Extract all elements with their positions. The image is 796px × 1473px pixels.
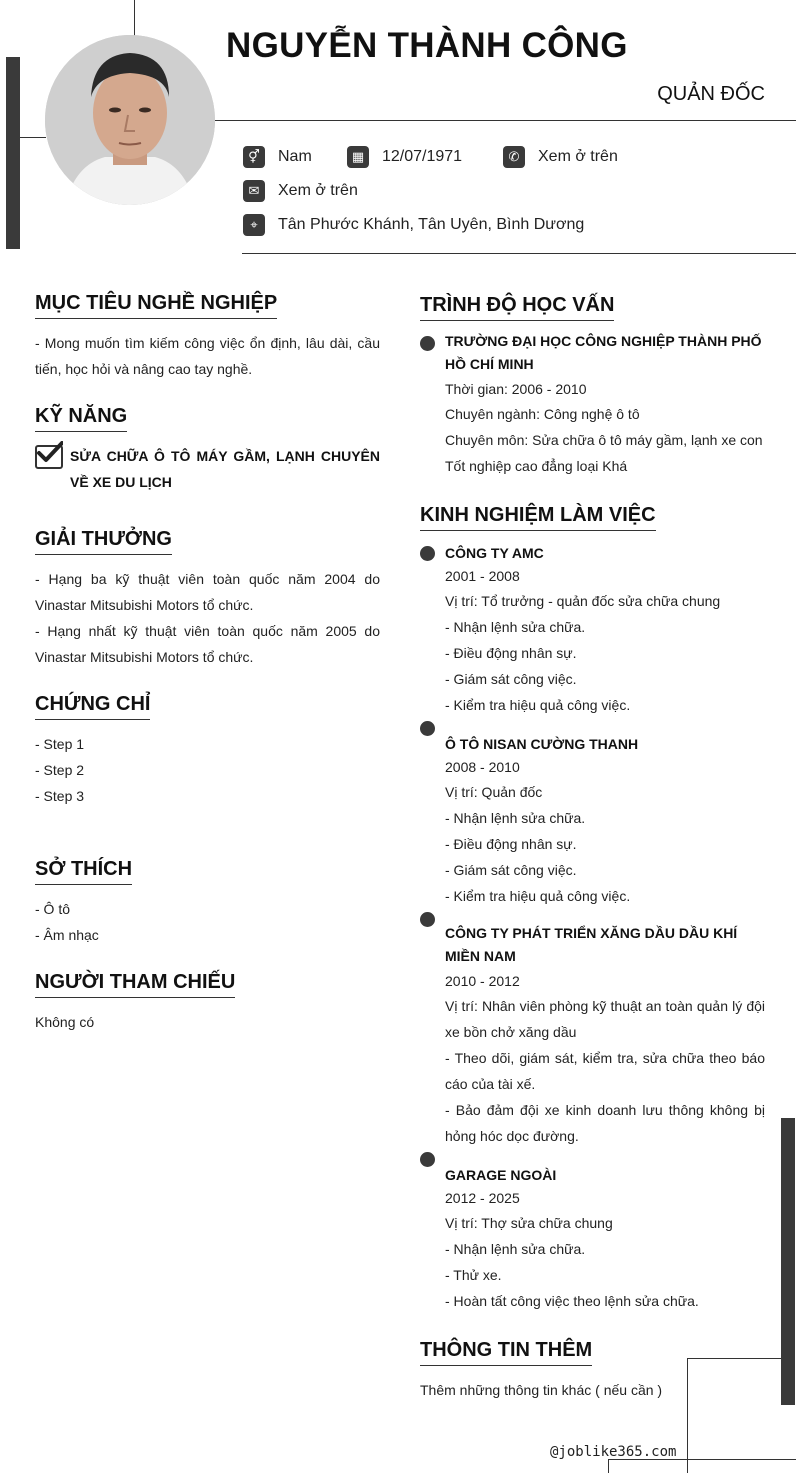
- job-line: - Kiểm tra hiệu quả công việc.: [445, 888, 631, 904]
- school-name: TRƯỜNG ĐẠI HỌC CÔNG NGHIỆP THÀNH PHỐ HỒ CHÍ MINH: [445, 333, 762, 372]
- job-line: - Điều động nhân sự.: [445, 645, 577, 661]
- skill-item: SỬA CHỮA Ô TÔ MÁY GẦM, LẠNH CHUYÊN VỀ XE DU LỊCH: [70, 448, 380, 490]
- hobby-item: - Âm nhạc: [35, 927, 99, 943]
- birthday-value: 12/07/1971: [382, 148, 463, 165]
- job-line: - Hoàn tất công việc theo lệnh sửa chữa.: [445, 1293, 699, 1309]
- email-row: [243, 180, 358, 202]
- job-line: Vị trí: Tổ trưởng - quản đốc sửa chữa chung: [445, 593, 721, 609]
- header-divider-top: [215, 120, 796, 121]
- job-company: GARAGE NGOÀI: [445, 1167, 557, 1183]
- calendar-icon: ▦: [347, 146, 369, 168]
- job-line: - Điều động nhân sự.: [445, 836, 577, 852]
- gender-row: [243, 146, 312, 168]
- cert-item: - Step 3: [35, 788, 85, 804]
- hobby-item: - Ô tô: [35, 901, 71, 917]
- job-company: CÔNG TY PHÁT TRIỂN XĂNG DẦU DẦU KHÍ MIỀN NAM: [445, 925, 738, 964]
- avatar: [45, 35, 215, 205]
- education-line: Chuyên ngành: Công nghệ ô tô: [445, 406, 640, 422]
- cert-item: - Step 1: [35, 736, 85, 752]
- objective-text: - Mong muốn tìm kiếm công việc ổn định, lâu dài, cầu tiến, học hỏi và nâng cao tay nghề.: [35, 335, 380, 377]
- extra-title: THÔNG TIN THÊM: [420, 1339, 592, 1366]
- education-line: Chuyên môn: Sửa chữa ô tô máy gầm, lạnh xe con: [445, 432, 763, 448]
- award-item: - Hạng nhất kỹ thuật viên toàn quốc năm 2005 do Vinastar Mitsubishi Motors tổ chức.: [35, 623, 380, 665]
- job-period: 2012 - 2025: [445, 1190, 520, 1206]
- job-company: Ô TÔ NISAN CƯỜNG THANH: [445, 736, 639, 752]
- award-item: - Hạng ba kỹ thuật viên toàn quốc năm 2004 do Vinastar Mitsubishi Motors tổ chức.: [35, 571, 380, 613]
- header-divider-bottom: [242, 253, 796, 254]
- corner-line-vertical: [687, 1358, 688, 1473]
- gender-icon: ⚥: [243, 146, 265, 168]
- education-title: TRÌNH ĐỘ HỌC VẤN: [420, 294, 614, 321]
- job-period: 2010 - 2012: [445, 973, 520, 989]
- footer-watermark: @joblike365.com: [550, 1444, 677, 1460]
- candidate-name: NGUYỄN THÀNH CÔNG: [226, 26, 628, 65]
- job-line: - Kiểm tra hiệu quả công việc.: [445, 697, 631, 713]
- job-line: Vị trí: Nhân viên phòng kỹ thuật an toàn quản lý đội xe bồn chở xăng dầu: [445, 998, 765, 1040]
- checkbox-icon: [35, 445, 63, 469]
- right-accent-bar: [781, 1118, 795, 1405]
- extra-text: Thêm những thông tin khác ( nếu cần ): [420, 1382, 663, 1398]
- certs-title: CHỨNG CHỈ: [35, 693, 150, 720]
- address-row: [243, 214, 584, 236]
- job-line: - Giám sát công việc.: [445, 862, 577, 878]
- address-value: Tân Phước Khánh, Tân Uyên, Bình Dương: [278, 216, 585, 233]
- job-title: QUẢN ĐỐC: [657, 83, 765, 105]
- birthday-row: [347, 146, 462, 168]
- job-line: - Giám sát công việc.: [445, 671, 577, 687]
- job-line: Vị trí: Quản đốc: [445, 784, 543, 800]
- job-line: - Nhận lệnh sửa chữa.: [445, 1241, 586, 1257]
- job-line: - Theo dõi, giám sát, kiểm tra, sửa chữa theo báo cáo của tài xế.: [445, 1050, 765, 1092]
- gender-value: Nam: [278, 148, 312, 165]
- header-vertical-line: [134, 0, 135, 38]
- timeline-dot: [420, 721, 435, 736]
- phone-row: [503, 146, 618, 168]
- hobbies-title: SỞ THÍCH: [35, 858, 132, 885]
- email-value: Xem ở trên: [278, 182, 358, 199]
- job-company: CÔNG TY AMC: [445, 545, 544, 561]
- cert-item: - Step 2: [35, 762, 85, 778]
- phone-value: Xem ở trên: [538, 148, 618, 165]
- objective-title: MỤC TIÊU NGHỀ NGHIỆP: [35, 292, 277, 319]
- timeline-dot: [420, 546, 435, 561]
- awards-title: GIẢI THƯỞNG: [35, 528, 172, 555]
- timeline-dot: [420, 336, 435, 351]
- job-line: Vị trí: Thợ sửa chữa chung: [445, 1215, 613, 1231]
- phone-icon: ✆: [503, 146, 525, 168]
- education-line: Thời gian: 2006 - 2010: [445, 381, 587, 397]
- job-line: - Thử xe.: [445, 1267, 502, 1283]
- skills-title: KỸ NĂNG: [35, 405, 127, 432]
- education-line: Tốt nghiệp cao đẳng loại Khá: [445, 458, 628, 474]
- experience-title: KINH NGHIỆM LÀM VIỆC: [420, 504, 656, 531]
- timeline-dot: [420, 1152, 435, 1167]
- timeline-dot: [420, 912, 435, 927]
- job-period: 2001 - 2008: [445, 568, 520, 584]
- job-line: - Bảo đảm đội xe kinh doanh lưu thông không bị hỏng hóc dọc đường.: [445, 1102, 765, 1144]
- avatar-photo: [45, 35, 215, 205]
- avatar-horizontal-line: [20, 137, 46, 138]
- left-accent-bar: [6, 57, 20, 249]
- job-line: - Nhận lệnh sửa chữa.: [445, 810, 586, 826]
- references-text: Không có: [35, 1014, 95, 1030]
- mail-icon: ✉: [243, 180, 265, 202]
- job-line: - Nhận lệnh sửa chữa.: [445, 619, 586, 635]
- job-period: 2008 - 2010: [445, 759, 520, 775]
- corner-line-horizontal: [687, 1358, 781, 1359]
- location-icon: ⌖: [243, 214, 265, 236]
- footer-line-tick: [608, 1459, 609, 1473]
- references-title: NGƯỜI THAM CHIẾU: [35, 971, 235, 998]
